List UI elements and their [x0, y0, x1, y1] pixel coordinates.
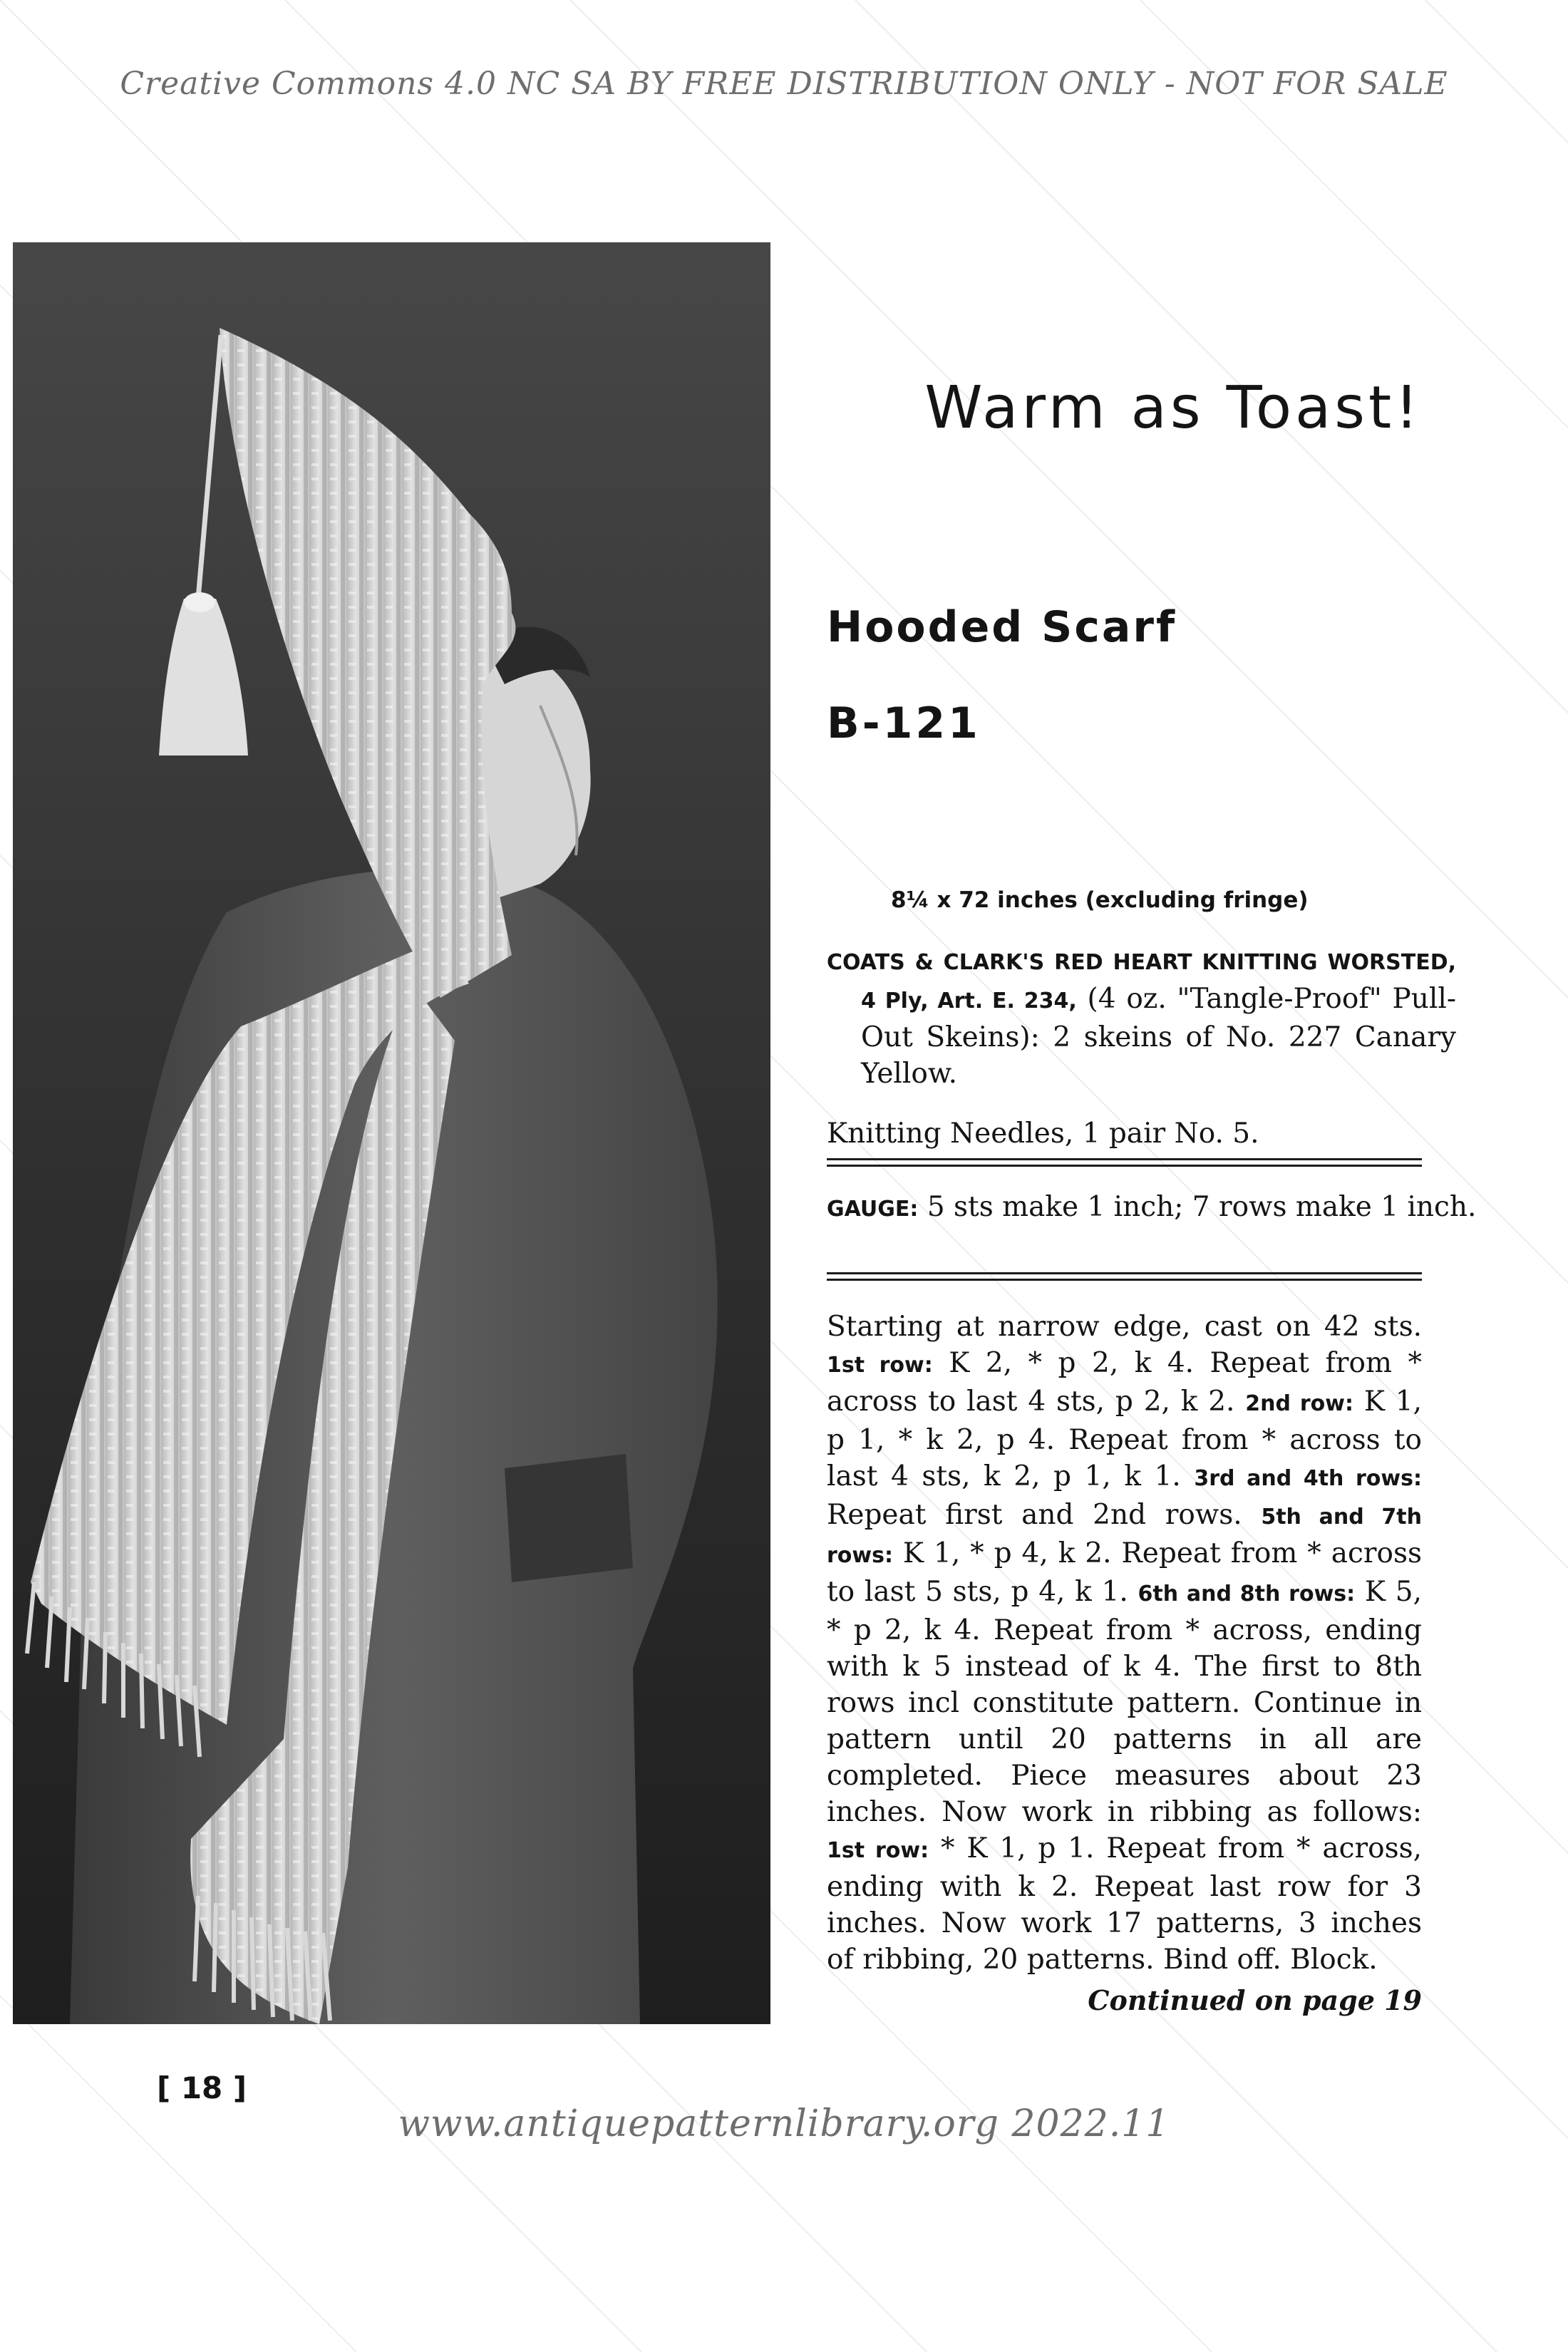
gauge-paragraph [827, 1189, 1527, 1227]
instruction-text: K 5, * p 2, k 4. Repeat from * across, ending with k 5 instead of k 4. The first to 8th rows incl constitute pattern. Continue in pattern until 20 patterns in all are completed. Piece measures about 23 inches. Now work in ribbing as follows: [827, 1576, 1423, 1828]
instruction-text: Repeat first and 2nd rows. [827, 1499, 1262, 1531]
instructions-paragraph [827, 1309, 1422, 1978]
row-label: 5th and 7th rows: [827, 1505, 1423, 1568]
row-label: 2nd row: [1245, 1391, 1353, 1416]
instruction-text: K 2, * p 2, k 4. Repeat from * across to last 4 sts, p 2, k 2. [827, 1347, 1422, 1418]
row-label: 1st row: [827, 1353, 933, 1378]
page-number: [ 18 ] [157, 2070, 247, 2105]
materials-paragraph [827, 942, 1456, 1092]
divider-rule [827, 1158, 1422, 1167]
website-footer: www.antiquepatternlibrary.org 2022.11 [398, 2103, 1170, 2145]
finished-size: 8¼ x 72 inches (excluding fringe) [891, 887, 1309, 913]
row-label: 3rd and 4th rows: [1194, 1466, 1422, 1491]
continued-note: Continued on page 19 [1088, 1984, 1422, 2016]
pattern-code: B-121 [827, 698, 981, 748]
instruction-text: K 1, * p 4, k 2. Repeat from * across to last 5 sts, p 4, k 1. [827, 1537, 1422, 1608]
instruction-text: K 1, p 1, * k 2, p 4. Repeat from * across to last 4 sts, k 2, p 1, k 1. [827, 1386, 1423, 1492]
row-label: 6th and 8th rows: [1138, 1582, 1356, 1606]
article-title: Warm as Toast! [924, 374, 1422, 442]
materials-details: (4 oz. "Tangle-Proof" Pull-Out Skeins): 2 skeins of No. 227 Canary Yellow. [861, 983, 1456, 1090]
gauge-text: 5 sts make 1 inch; 7 rows make 1 inch. [927, 1191, 1477, 1223]
needles-line: Knitting Needles, 1 pair No. 5. [827, 1118, 1259, 1150]
materials-brand: COATS & CLARK'S RED HEART KNITTING WORSTED, 4 Ply, Art. E. 234, [827, 950, 1456, 1013]
license-banner: Creative Commons 4.0 NC SA BY FREE DISTRIBUTION ONLY - NOT FOR SALE [120, 66, 1448, 102]
instruction-text: * K 1, p 1. Repeat from * across, ending with k 2. Repeat last row for 3 inches. Now work 17 patterns, 3 inches of ribbing, 20 patterns. Bind off. Block. [827, 1832, 1422, 1976]
instruction-text: Starting at narrow edge, cast on 42 sts. [827, 1311, 1422, 1343]
gauge-label: GAUGE: [827, 1197, 919, 1222]
row-label: 1st row: [827, 1838, 929, 1863]
model-photo [13, 242, 770, 2024]
pattern-name: Hooded Scarf [827, 602, 1177, 652]
divider-rule [827, 1272, 1422, 1281]
